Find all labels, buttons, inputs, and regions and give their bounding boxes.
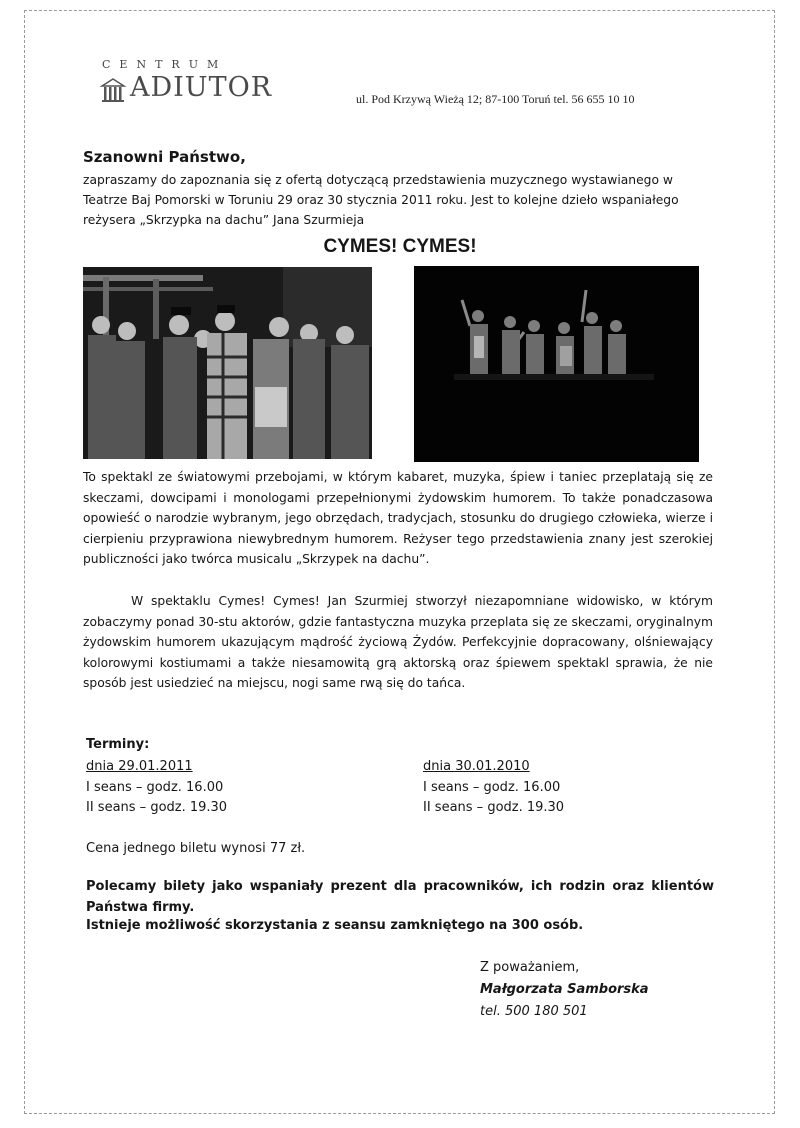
description-paragraph-2: W spektaklu Cymes! Cymes! Jan Szurmiej stworzył niezapomniane widowisko, w którym zobaczymy ponad 30-stu aktorów, gdzie fantastyczna muzyka przeplata się ze skeczami, oryginalnym żydowskim humorem ukazującym mądrość życiową Żydów. Perfekcyjnie dopracowany, olśniewający kolorowymi kostiumami a także niesamowitą grą aktorską oraz śpiewem spektakl sprawia, że nie sposób jest usiedzieć na miejscu, nogi same rwą się do tańca.: [83, 594, 713, 690]
schedule-seans-2: II seans – godz. 19.30: [86, 800, 228, 815]
signature-phone: tel. 500 180 501: [480, 1004, 588, 1019]
stage-photo-cast: [83, 267, 372, 459]
description-paragraph-1: To spektakl ze światowymi przebojami, w którym kabaret, muzyka, śpiew i taniec przeplatają się ze skeczami, dowcipami i monologami przepełnionymi żydowskim humorem. To także ponadczasowa opowieść o narodzie wybranym, jego obrzędach, tradycjach, stosunku do drugiego człowieka, wierze i cierpieniu przyprawiona niewybrednym humorem. Reżyser tego przedstawienia znany jest szerokiej publiczności jako twórca musicalu „Skrzypek na dachu”.: [83, 470, 713, 566]
schedule-heading: Terminy:: [86, 737, 150, 752]
company-address: ul. Pod Krzywą Wieżą 12; 87-100 Toruń tel. 56 655 10 10: [356, 92, 635, 106]
closed-session-text: Istnieje możliwość skorzystania z seansu zamkniętego na 300 osób.: [86, 918, 584, 933]
logo-name: ADIUTOR: [130, 72, 273, 103]
company-logo: [100, 58, 310, 104]
building-icon: [100, 76, 130, 102]
schedule-seans-2: II seans – godz. 19.30: [423, 800, 565, 815]
logo-centrum-text: CENTRUM: [102, 58, 228, 71]
schedule-date: dnia 30.01.2010: [423, 759, 530, 774]
stage-photo-dance: [414, 266, 699, 462]
schedule-seans-1: I seans – godz. 16.00: [86, 779, 224, 795]
schedule-day-1: [86, 757, 227, 819]
ticket-price: Cena jednego biletu wynosi 77 zł.: [86, 841, 306, 856]
schedule-date: dnia 29.01.2011: [86, 759, 193, 774]
greeting: Szanowni Państwo,: [83, 148, 246, 166]
closing-phrase: Z poważaniem,: [480, 960, 580, 975]
schedule-day-2: [423, 757, 564, 819]
show-title: CYMES! CYMES!: [323, 236, 477, 257]
schedule-seans-1: I seans – godz. 16.00: [423, 779, 561, 795]
closing-block: [480, 957, 649, 1023]
signature-name: Małgorzata Samborska: [480, 982, 649, 997]
intro-paragraph: zapraszamy do zapoznania się z ofertą dotyczącą przedstawienia muzycznego wystawianego w Teatrze Baj Pomorski w Toruniu 29 oraz 30 stycznia 2011 roku. Jest to kolejne dzieło wspaniałego reżysera „Skrzypka na dachu” Jana Szurmieja: [83, 173, 679, 227]
offer-text: Polecamy bilety jako wspaniały prezent dla pracowników, ich rodzin oraz klientów Państwa firmy.: [86, 879, 714, 915]
